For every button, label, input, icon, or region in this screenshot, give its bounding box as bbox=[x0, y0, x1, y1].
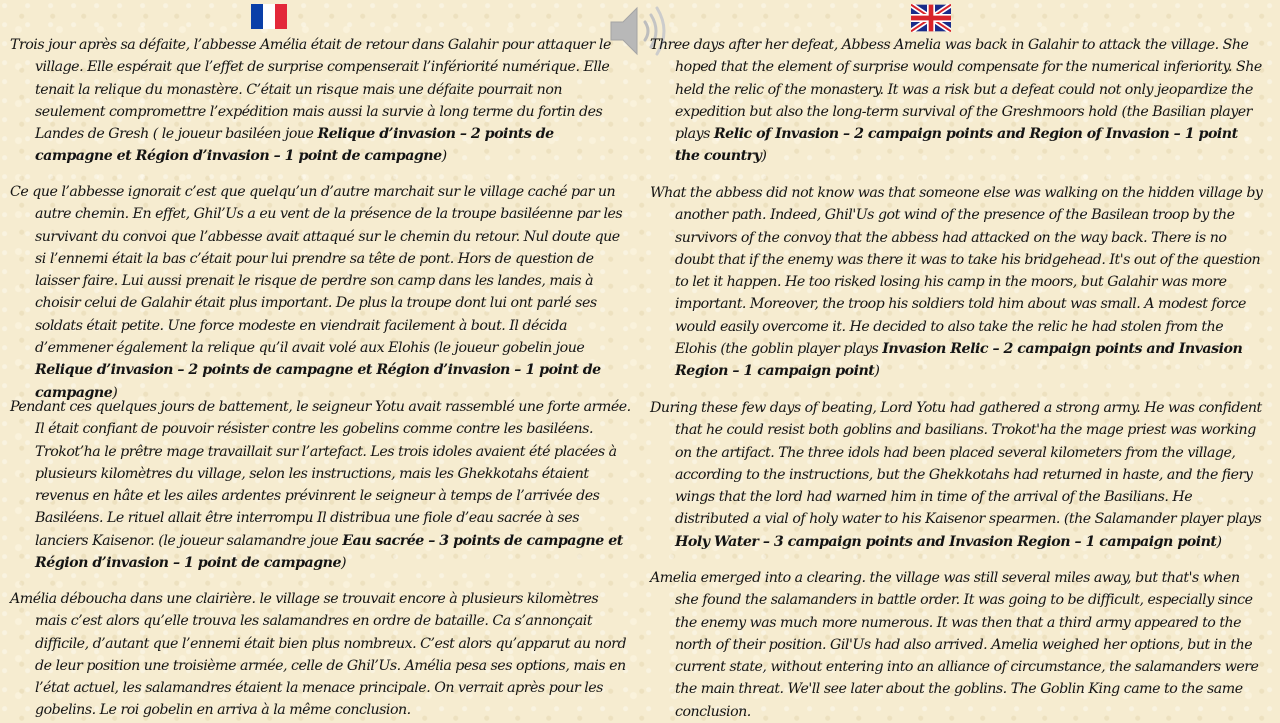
paragraph-end: ) bbox=[1216, 533, 1222, 550]
paragraph-end: ) bbox=[112, 384, 118, 401]
english-paragraph bbox=[650, 182, 1264, 383]
paragraph-text: Three days after her defeat, Abbess Amelia was back in Galahir to attack the village. She hoped that the element of surprise would compensate for the numerical inferiority. She held the relic of the monastery. It was a risk but a defeat could not only jeopardize the expedition but also the long-term survival of the Greshmoors hold (the Basilian player plays bbox=[650, 37, 1262, 143]
paragraph-text: What the abbess did not know was that someone else was walking on the hidden village by another path. Indeed, Ghil'Us got wind of the presence of the Basilean troop by the survivors of the convoy that the abbess had attacked on the way back. There is no doubt that if the enemy was there it was to take his bridgehead. It's out of the question to let it happen. He too risked losing his camp in the moors, but Galahir was more important. Moreover, the troop his soldiers told him about was small. A modest force would easily overcome it. He decided to also take the relic he had stolen from the Elohis (the goblin player plays bbox=[650, 185, 1263, 358]
english-paragraph bbox=[650, 397, 1264, 553]
paragraph-bold-text: Relique d’invasion – 2 points de campagne et Région d’invasion – 1 point de campagne bbox=[35, 126, 554, 165]
paragraph-text: Pendant ces quelques jours de battement, le seigneur Yotu avait rassemblé une forte armée. Il était confiant de pouvoir résister contre les gobelins comme contre les basiléens. Trokot’ha le prêtre mage travaillait sur l’artefact. Les trois idoles avaient été placées à plusieurs kilomètres du village, selon les instructions, mais les Ghekkotahs étaient revenus en hâte et les ailes ardentes prévinrent le seigneur à temps de l’arrivée des Basiléens. Le rituel allait être interrompu Il distribua une fiole d’eau sacrée à ses lanciers Kaisenor. (le joueur salamandre joue bbox=[10, 399, 631, 549]
paragraph-text: Amelia emerged into a clearing. the village was still several miles away, but that's when she found the salamanders in battle order. It was going to be difficult, especially since the enemy was much more numerous. It was then that a third army appeared to the north of their position. Gil'Us had also arrived. Amelia weighed her options, but in the current state, without entering into an alliance of circumstance, the salamanders were the main threat. We'll see later about the goblins. The Goblin King came to the same conclusion. bbox=[650, 570, 1259, 720]
french-paragraph bbox=[10, 396, 632, 574]
french-paragraph bbox=[10, 34, 632, 168]
paragraph-bold-text: Eau sacrée – 3 points de campagne et Région d’invasion – 1 point de campagne bbox=[35, 532, 623, 572]
paragraph-bold-text: Invasion Relic – 2 campaign points and Invasion Region – 1 campaign point bbox=[675, 341, 1243, 380]
french-paragraph bbox=[10, 181, 632, 404]
paragraph-text: Amélia déboucha dans une clairière. le village se trouvait encore à plusieurs kilomètres mais c’est alors qu’elle trouva les salamandres en ordre de bataille. Ca s’annonçait difficile, d’autant que l’ennemi était bien plus nombreux. C’est alors qu’apparut au nord de leur position une troisième armée, celle de Ghil’Us. Amélia pesa ses options, mais en l’état actuel, les salamandres étaient la menace principale. On verrait après pour les gobelins. Le roi gobelin en arriva à la même conclusion. bbox=[10, 591, 627, 719]
paragraph-end: ) bbox=[441, 148, 447, 165]
paragraph-text: Trois jour après sa défaite, l’abbesse Amélia était de retour dans Galahir pour attaquer le village. Elle espérait que l’effet de surprise compenserait l’infériorité numérique. Elle tenait la relique du monastère. C’était un risque mais une défaite pourrait non seulement compromettre l’expédition mais aussi la survie à long terme du fortin des Landes de Gresh ( le joueur basiléen joue bbox=[10, 37, 611, 143]
paragraph-bold-text: Relic of Invasion – 2 campaign points and Region of Invasion – 1 point the country bbox=[675, 126, 1238, 165]
french-column bbox=[10, 0, 632, 720]
english-column bbox=[650, 0, 1264, 720]
paragraph-end: ) bbox=[874, 363, 880, 380]
paragraph-text: Ce que l’abbesse ignorait c’est que quelqu’un d’autre marchait sur le village caché par un autre chemin. En effet, Ghil’Us a eu vent de la présence de la troupe basiléenne par les survivant du convoi que l’abbesse avait attaqué sur le chemin du retour. Nul doute que si l’ennemi était la bas c’était pour lui prendre sa tête de pont. Hors de question de laisser faire. Lui aussi prenait le risque de perdre son camp dans les landes, mais à choisir celui de Galahir était plus important. De plus la troupe dont lui ont parlé ses soldats était petite. Une force modeste en viendrait facilement à bout. Il décida d’emmener également la relique qu’il avait volé aux Elohis (le joueur gobelin joue bbox=[10, 184, 623, 357]
paragraph-end: ) bbox=[761, 148, 767, 165]
paragraph-bold-text: Holy Water – 3 campaign points and Invasion Region – 1 campaign point bbox=[675, 533, 1217, 550]
english-paragraph bbox=[650, 34, 1264, 168]
english-paragraph bbox=[650, 567, 1264, 723]
french-paragraph bbox=[10, 588, 632, 722]
paragraph-bold-text: Relique d’invasion – 2 points de campagne et Région d’invasion – 1 point de campagne bbox=[35, 362, 601, 401]
paragraph-text: During these few days of beating, Lord Yotu had gathered a strong army. He was confident that he could resist both goblins and basilians. Trokot'ha the mage priest was working on the artifact. The three idols had been placed several kilometers from the village, according to the instructions, but the Ghekkotahs had returned in haste, and the fiery wings that the lord had warned him in time of the arrival of the Basilians. He distributed a vial of holy water to his Kaisenor spearmen. (the Salamander player plays bbox=[650, 400, 1262, 528]
paragraph-end: ) bbox=[340, 555, 347, 572]
